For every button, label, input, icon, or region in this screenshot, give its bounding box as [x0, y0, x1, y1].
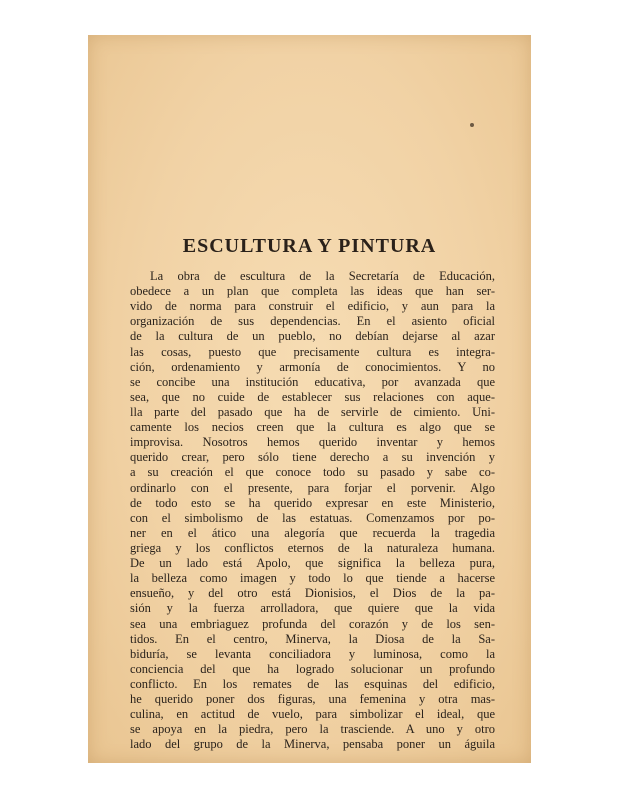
text-line: La obra de escultura de la Secretaría de Educación, [150, 269, 495, 283]
text-line: griega y los conflictos eternos de la naturaleza humana. [130, 540, 495, 555]
text-line: querido crear, pero sólo tiene derecho a su invención y [130, 450, 495, 465]
text-line: sea, que no cuide de establecer sus relaciones con aque- [130, 389, 495, 404]
text-line: vido de norma para construir el edificio, y aun para la [130, 299, 495, 314]
text-line: sea una embriaguez profunda del corazón y de los sen- [130, 616, 495, 631]
text-line: organización de sus dependencias. En el asiento oficial [130, 314, 495, 329]
text-line: he querido poner dos figuras, una femenina y otra mas- [130, 692, 495, 707]
text-line: las cosas, puesto que precisamente cultura es integra- [130, 344, 495, 359]
text-line: ner en el ático una alegoría que recuerda la tragedia [130, 525, 495, 540]
text-line: ensueño, y del otro está Dionisios, el Dios de la pa- [130, 586, 495, 601]
book-page [88, 35, 531, 763]
text-line: ordinarlo con el presente, para forjar el porvenir. Algo [130, 480, 495, 495]
text-line: se apoya en la piedra, pero la trasciende. A uno y otro [130, 722, 495, 737]
text-line: con el simbolismo de las estatuas. Comenzamos por po- [130, 510, 495, 525]
text-line: ción, ordenamiento y armonía de conocimientos. Y no [130, 359, 495, 374]
chapter-title: ESCULTURA Y PINTURA [182, 235, 437, 257]
text-line: sión y la fuerza arrolladora, que quiere que la vida [130, 601, 495, 616]
body-text [130, 269, 495, 753]
text-line: la belleza como imagen y todo lo que tiende a hacerse [130, 571, 495, 586]
text-line: De un lado está Apolo, que significa la belleza pura, [130, 556, 495, 571]
text-line: improvisa. Nosotros hemos querido inventar y hemos [130, 435, 495, 450]
text-line: biduría, se levanta conciliadora y luminosa, como la [130, 646, 495, 661]
text-line: obedece a un plan que completa las ideas que han ser- [130, 284, 495, 299]
text-line: tidos. En el centro, Minerva, la Diosa de la Sa- [130, 631, 495, 646]
paper-speck [470, 123, 474, 127]
text-line: conflicto. En los remates de las esquinas del edificio, [130, 676, 495, 691]
text-line: a su creación el que conoce todo su pasado y sabe co- [130, 465, 495, 480]
text-line: se concibe una institución educativa, por avanzada que [130, 374, 495, 389]
text-line: conciencia del que ha logrado solucionar un profundo [130, 661, 495, 676]
text-line: de la cultura de un pueblo, no debían dejarse al azar [130, 329, 495, 344]
text-line: culina, en actitud de vuelo, para simbolizar el ideal, que [130, 707, 495, 722]
text-line: de todo esto se ha querido expresar en este Ministerio, [130, 495, 495, 510]
text-line: lla parte del pasado que ha de servirle de cimiento. Uni- [130, 404, 495, 419]
text-line: camente los necios creen que la cultura es algo que se [130, 420, 495, 435]
text-line: lado del grupo de la Minerva, pensaba poner un águila [130, 737, 495, 752]
